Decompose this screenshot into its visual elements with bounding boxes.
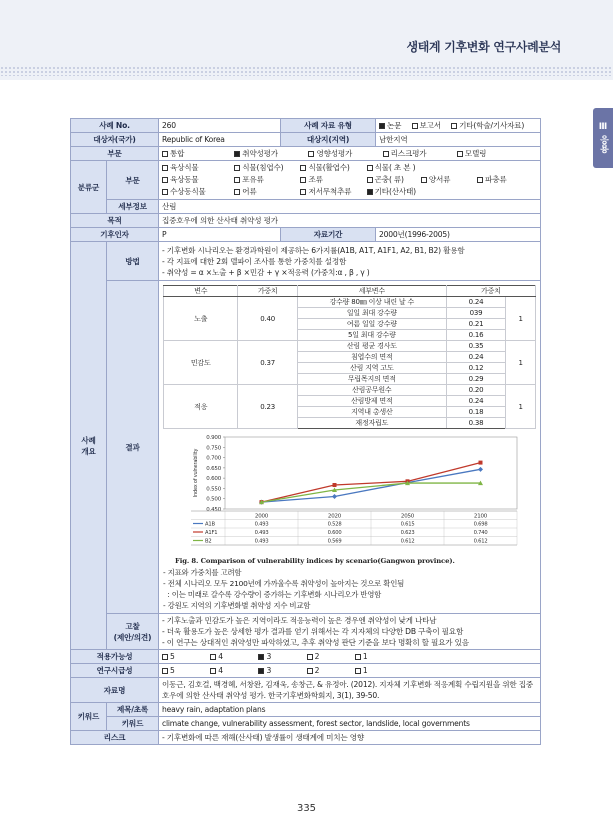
urgency-options [159,664,541,678]
purpose-label: 목적 [71,214,159,228]
checkbox-land-plant[interactable] [162,165,168,171]
checkbox-vulnerability[interactable] [234,151,240,157]
applicability-1: 1 [362,652,368,661]
case-no-value: 260 [159,119,281,133]
option-paper: 논문 [387,121,402,130]
subvariable-name: 무립목지의 면적 [297,374,446,385]
option-other-material: 기타(학술/기사자료) [459,121,525,130]
division-options [159,147,541,161]
applicability-4: 4 [218,652,223,661]
region-label: 대상지(지역) [281,133,376,147]
group-total: 1 [506,297,536,341]
checkbox-applicability-4[interactable] [210,654,216,660]
region-value: 남한지역 [376,133,541,147]
data-point [479,461,483,465]
discussion-line-3: - 이 연구는 상대적인 취약성만 파악하였고, 추후 취약성 판단 기준을 보다 명확히 할 필요가 있음 [162,638,469,647]
subvariable-weight: 0.29 [446,374,506,385]
option-fish: 어류 [242,187,257,196]
x-tick-label: 2020 [327,513,342,520]
option-bird: 조류 [308,175,323,184]
subvariable-name: 강수량 80㎜ 이상 내린 날 수 [297,297,446,308]
checkbox-broadleaf[interactable] [300,165,306,171]
group-name: 적응 [164,385,238,429]
checkbox-other-material[interactable] [451,123,457,129]
result-line-3: : 이는 미래로 갈수록 강수량이 증가하는 기후변화 시나리오가 반영함 [163,590,382,599]
reference-label: 자료명 [71,678,159,703]
result-label: 결과 [107,281,159,614]
group-weight: 0.40 [238,297,298,341]
group-total: 1 [506,385,536,429]
table-value: 0.528 [327,521,342,528]
checkbox-landslide[interactable] [367,189,373,195]
discussion-text [159,614,541,650]
option-aquatic: 수상동식물 [170,187,206,196]
keyword-sub-label: 키워드 [107,717,159,731]
applicability-options [159,650,541,664]
y-tick-label: 0.700 [206,455,222,462]
x-tick-label: 2100 [473,513,488,520]
urgency-label: 연구시급성 [71,664,159,678]
classification-label: 분류군 [71,161,107,214]
table-value: 0.698 [473,521,488,528]
checkbox-insect[interactable] [367,177,373,183]
group-name: 민감도 [164,341,238,385]
risk-value: - 기후변화에 따른 재해(산사태) 발생률이 생태계에 미치는 영향 [159,731,541,745]
weights-header-weight: 가중치 [238,286,298,297]
subvariable-name: 산림 평균 경사도 [297,341,446,352]
y-tick-label: 0.500 [206,496,222,503]
option-vulnerability: 취약성평가 [242,149,278,158]
material-type-options [376,119,541,133]
y-tick-label: 0.900 [206,435,222,441]
checkbox-urgency-3[interactable] [258,668,264,674]
checkbox-impact[interactable] [308,151,314,157]
plot-area [225,437,517,509]
vulnerability-chart-svg [163,431,535,555]
checkbox-amphibian[interactable] [421,177,427,183]
checkbox-modeling[interactable] [457,151,463,157]
header-title: 생태계 기후변화 연구사례분석 [406,40,561,54]
table-value: 0.612 [400,538,415,545]
legend-label: A1B [205,521,215,528]
climate-factor-value: P [159,228,281,242]
group-weight: 0.37 [238,341,298,385]
weights-header-variable: 변수 [164,286,238,297]
page-number: 335 [296,803,317,814]
option-landslide: 기타(산사태) [374,187,416,196]
option-benthic: 저서무척추류 [308,187,352,196]
subvariable-weight: 0.18 [446,407,506,418]
checkbox-integrated[interactable] [162,151,168,157]
table-value: 0.740 [473,530,488,537]
y-tick-label: 0.650 [206,465,222,472]
weights-header-subvariable: 세부변수 [297,286,446,297]
reference-value: 이동근, 김호걸, 백경혜, 서창완, 김재욱, 송창근, & 유정아. (2012). 지자체 기후변화 적응계획 수립지원을 위한 집중호우에 의한 산사태 취약성 평가. 한국기후변화학회지, 3(1), 39-50. [159,678,541,703]
applicability-5: 5 [170,652,175,661]
checkbox-fish[interactable] [234,189,240,195]
header-dot-pattern [0,66,613,76]
checkbox-reptile[interactable] [477,177,483,183]
subvariable-name: 산림방제 면적 [297,396,446,407]
result-content [159,281,541,614]
purpose-value: 집중호우에 의한 산사태 취약성 평가 [159,214,541,228]
side-tab-section[interactable]: Ⅲ 응용 [593,108,613,168]
subvariable-name: 산림 지역 고도 [297,363,446,374]
subvariable-name: 일일 최대 강수량 [297,308,446,319]
group-name: 노출 [164,297,238,341]
table-value: 0.623 [400,530,415,537]
checkbox-paper[interactable] [379,123,385,129]
option-amphibian: 양서류 [428,175,451,184]
result-line-4: - 강원도 지역의 기후변화별 취약성 지수 비교함 [163,601,311,610]
x-tick-label: 2050 [400,513,415,520]
result-line-2: - 전체 시나리오 모두 2100년에 가까울수록 취약성이 높아지는 것으로 확인됨 [163,579,405,588]
legend-label: B2 [205,538,212,545]
table-value: 0.600 [327,530,342,537]
option-herb: 식물( 초 본 ) [374,163,416,172]
subvariable-weight: 0.24 [446,297,506,308]
option-mammal: 포유류 [242,175,264,184]
subvariable-weight: 0.24 [446,352,506,363]
checkbox-land-animal[interactable] [162,177,168,183]
subvariable-weight: 0.12 [446,363,506,374]
vulnerability-chart [163,431,536,555]
subvariable-name: 여름 일일 강수량 [297,319,446,330]
option-report: 보고서 [419,121,441,130]
x-tick-label: 2000 [254,513,269,520]
country-label: 대상자(국가) [71,133,159,147]
group-total: 1 [506,341,536,385]
subvariable-name: 침엽수의 면적 [297,352,446,363]
division-label: 부문 [71,147,159,161]
table-value: 0.493 [254,538,269,545]
subvariable-name: 재정자립도 [297,418,446,429]
checkbox-aquatic[interactable] [162,189,168,195]
checkbox-conifer[interactable] [234,165,240,171]
case-form-table [70,118,541,745]
checkbox-report[interactable] [412,123,418,129]
subvariable-weight: 0.20 [446,385,506,396]
option-integrated: 통합 [170,149,185,158]
subvariable-weight: 0.16 [446,330,506,341]
method-line-3: - 취약성 = α ×노출 + β ×민감 + γ ×적응력 (가중치:α , β , γ ) [162,267,370,277]
y-tick-label: 0.550 [206,486,222,493]
overview-label: 사례 개요 [71,242,107,650]
checkbox-herb[interactable] [367,165,373,171]
urgency-5: 5 [170,666,175,675]
data-point [333,483,337,487]
classification-sub-label: 부문 [107,161,159,200]
applicability-label: 적용가능성 [71,650,159,664]
y-tick-label: 0.750 [206,445,222,452]
period-label: 자료기간 [281,228,376,242]
group-weight: 0.23 [238,385,298,429]
option-impact: 영향성평가 [316,149,353,158]
subvariable-name: 산림공무원수 [297,385,446,396]
checkbox-applicability-3[interactable] [258,654,264,660]
material-type-label: 사례 자료 유형 [281,119,376,133]
option-broadleaf: 식물(활엽수) [308,163,350,172]
figure-caption: Fig. 8. Comparison of vulnerability indices by scenario(Gangwon province). [175,557,455,565]
method-line-2: - 각 지표에 대한 2회 델파이 조사를 통한 가중치를 설정함 [162,256,347,266]
method-label: 방법 [107,242,159,281]
option-risk: 리스크평가 [390,149,427,158]
table-value: 0.493 [254,530,269,537]
case-no-label: 사례 No. [71,119,159,133]
applicability-3: 3 [266,652,272,661]
option-land-animal: 육상동물 [170,175,199,184]
weights-header-subweight: 가중치 [446,286,535,297]
checkbox-applicability-1[interactable] [355,654,361,660]
option-insect: 곤충( 류) [374,175,404,184]
urgency-3: 3 [266,666,272,675]
checkbox-benthic[interactable] [300,189,306,195]
option-modeling: 모델링 [464,149,487,158]
detail-info-value: 산림 [159,200,541,214]
checkbox-urgency-4[interactable] [210,668,216,674]
urgency-4: 4 [218,666,223,675]
checkbox-applicability-5[interactable] [162,654,168,660]
discussion-line-1: - 기후노출과 민감도가 높은 지역이라도 적응능력이 높은 경우엔 취약성이 낮게 나타남 [162,616,437,625]
discussion-line-2: - 더욱 활용도가 높은 상세한 평가 결과를 얻기 위해서는 각 지자체의 다양한 DB 구축이 필요함 [162,627,464,636]
option-conifer: 식물(침엽수) [242,163,284,172]
legend-label: A1F1 [205,530,218,536]
option-reptile: 파충류 [485,175,507,184]
y-tick-label: 0.450 [206,507,222,513]
checkbox-risk[interactable] [383,151,389,157]
subvariable-weight: 0.24 [446,396,506,407]
keyword-value: climate change, vulnerability assessment, forest sector, landslide, local governments [159,717,541,731]
subvariable-weight: 0.35 [446,341,506,352]
checkbox-mammal[interactable] [234,177,240,183]
subvariable-name: 5일 최대 강수량 [297,330,446,341]
subvariable-weight: 0.21 [446,319,506,330]
subvariable-weight: 0.38 [446,418,506,429]
applicability-2: 2 [314,652,320,661]
table-value: 0.493 [254,521,269,528]
checkbox-urgency-1[interactable] [355,668,361,674]
title-abstract-value: heavy rain, adaptation plans [159,703,541,717]
title-abstract-label: 제목/초록 [107,703,159,717]
checkbox-urgency-5[interactable] [162,668,168,674]
method-text [159,242,541,281]
option-land-plant: 육상식물 [170,163,199,172]
checkbox-urgency-2[interactable] [307,668,313,674]
urgency-2: 2 [314,666,320,675]
checkbox-applicability-2[interactable] [307,654,313,660]
y-axis-label: Index of vulnerability [193,448,200,498]
method-line-1: - 기후변화 시나리오는 환경과학원이 제공하는 6가지률(A1B, A1T, A1F1, A2, B1, B2) 활용함 [162,245,465,255]
period-value: 2000년(1996-2005) [376,228,541,242]
table-value: 0.615 [400,521,415,528]
urgency-1: 1 [362,666,368,675]
risk-label: 리스크 [71,731,159,745]
subvariable-weight: 039 [446,308,506,319]
classification-options [159,161,541,200]
checkbox-bird[interactable] [300,177,306,183]
y-tick-label: 0.600 [206,476,222,483]
table-value: 0.569 [327,538,342,545]
result-line-1: - 지표와 가중치를 고려함 [163,568,242,577]
weights-table [163,285,536,429]
climate-factor-label: 기후인자 [71,228,159,242]
keywords-label: 키워드 [71,703,107,731]
detail-info-label: 세부정보 [107,200,159,214]
discussion-label: 고찰 (제안/의견) [107,614,159,650]
country-value: Republic of Korea [159,133,281,147]
table-value: 0.612 [473,538,488,545]
subvariable-name: 지역내 총생산 [297,407,446,418]
